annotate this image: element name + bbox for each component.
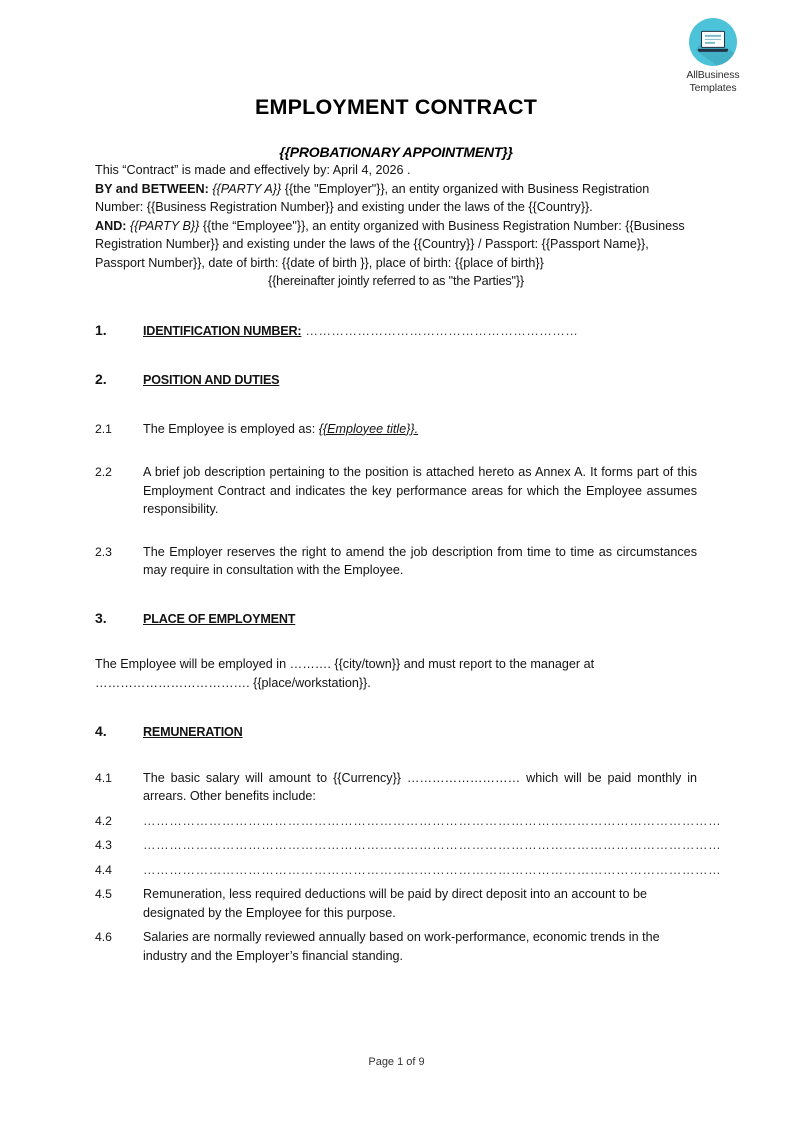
page-subtitle: {{PROBATIONARY APPOINTMENT}} <box>279 143 513 160</box>
party-a-paragraph <box>95 180 697 217</box>
logo-text-line2: Templates <box>689 81 737 94</box>
laptop-base <box>698 49 728 52</box>
party-b-placeholder: {{PARTY B}} <box>129 218 200 233</box>
page-title: EMPLOYMENT CONTRACT <box>254 95 538 119</box>
party-a-placeholder: {{PARTY A}} <box>212 181 282 196</box>
section-4-heading: REMUNERATION <box>143 725 243 739</box>
logo-text-line1: AllBusiness <box>686 69 740 81</box>
section-4-number: 4. <box>95 723 107 739</box>
clause-4-2-dotted-line: …………………………………………………………………………………………………………………… <box>143 813 722 828</box>
party-b-paragraph <box>95 217 697 273</box>
section-1-heading: IDENTIFICATION NUMBER: <box>143 323 302 338</box>
clause-4-3-dotted-line: …………………………………………………………………………………………………………………… <box>143 838 722 852</box>
section-2-number: 2. <box>95 371 107 387</box>
laptop-screen-line <box>705 35 721 37</box>
laptop-glyph <box>698 31 728 52</box>
clause-2-2 <box>95 463 697 519</box>
clause-2-2-number: 2.2 <box>95 465 112 479</box>
section-3-heading: PLACE OF EMPLOYMENT <box>143 611 296 626</box>
clause-2-3-text: The Employer reserves the right to amend the job description from time to time as circumstances may require in consultation with the Employee. <box>143 544 697 577</box>
clause-4-3-number: 4.3 <box>95 838 112 852</box>
clause-2-1-text <box>143 420 697 439</box>
section-4-remuneration <box>95 722 697 742</box>
clause-2-1 <box>95 420 697 439</box>
place-of-employment-paragraph: The Employee will be employed in ………. {{city/town}} and must report to the manager at ………………………………. {{place/workstation}}. <box>95 657 595 690</box>
clause-4-2-number: 4.2 <box>95 813 112 828</box>
clause-2-1-lead: The Employee is employed as: <box>143 421 319 436</box>
page-footer: Page 1 of 9 <box>368 1056 425 1068</box>
clause-2-2-text: A brief job description pertaining to the position is attached hereto as Annex A. It forms part of this Employment Contract and indicates the key performance areas for which the Employee assumes responsibility. <box>143 465 697 516</box>
clause-4-1-text: The basic salary will amount to {{Currency}} ……………………… which will be paid monthly in arrears. Other benefits include: <box>143 770 697 803</box>
party-b-label: AND: <box>95 218 127 233</box>
clause-2-3 <box>95 543 697 580</box>
clause-4-3 <box>95 836 722 855</box>
clause-4-5-number: 4.5 <box>95 887 112 901</box>
laptop-screen-line <box>705 38 721 40</box>
section-3-place-of-employment <box>95 609 697 629</box>
clause-4-4-number: 4.4 <box>95 862 112 877</box>
section-1-identification-number <box>95 321 697 341</box>
section-3-number: 3. <box>95 609 107 626</box>
clause-2-1-number: 2.1 <box>95 421 112 436</box>
section-1-number: 1. <box>95 321 107 338</box>
clause-2-1-field: {{Employee title}}. <box>318 421 419 436</box>
clause-4-1-number: 4.1 <box>95 770 112 785</box>
clause-4-4-dotted-line: …………………………………………………………………………………………………………………… <box>143 862 722 877</box>
clause-4-6 <box>95 928 697 965</box>
section-2-heading: POSITION AND DUTIES <box>143 373 280 387</box>
clause-4-1 <box>95 769 697 806</box>
party-a-label: BY and BETWEEN: <box>95 181 209 196</box>
party-b-text: {{the “Employee"}}, an entity organized with Business Registration Number: {{Business Registration Number}} and existing under the laws of the {{Country}} / Passport: {{Passport Name}}, Passport Number}}, date of birth: {{date of birth }}, place of birth: {{place of birth}} <box>95 218 685 270</box>
parties-note: {{hereinafter jointly referred to as "the Parties"}} <box>268 274 524 288</box>
intro-paragraph: This “Contract” is made and effectively by: April 4, 2026 . <box>95 163 411 177</box>
section-1-dotted-line: ……………………………………………………… <box>305 323 579 338</box>
clause-4-4 <box>95 861 722 880</box>
laptop-screen <box>701 31 725 48</box>
clause-4-6-number: 4.6 <box>95 930 112 944</box>
section-2-position-and-duties <box>95 370 697 390</box>
party-a-text: {{the "Employer"}}, an entity organized with Business Registration Number: {{Business Registration Number}} and existing under the laws of the {{Country}}. <box>95 181 650 214</box>
clause-4-5 <box>95 885 697 922</box>
clause-4-5-text: Remuneration, less required deductions will be paid by direct deposit into an account to be designated by the Employee for this purpose. <box>143 887 648 920</box>
clause-4-6-text: Salaries are normally reviewed annually based on work-performance, economic trends in the industry and the Employer’s financial standing. <box>143 930 660 963</box>
clause-4-2 <box>95 812 722 831</box>
laptop-screen-line <box>705 42 715 44</box>
clause-2-3-number: 2.3 <box>95 544 112 559</box>
